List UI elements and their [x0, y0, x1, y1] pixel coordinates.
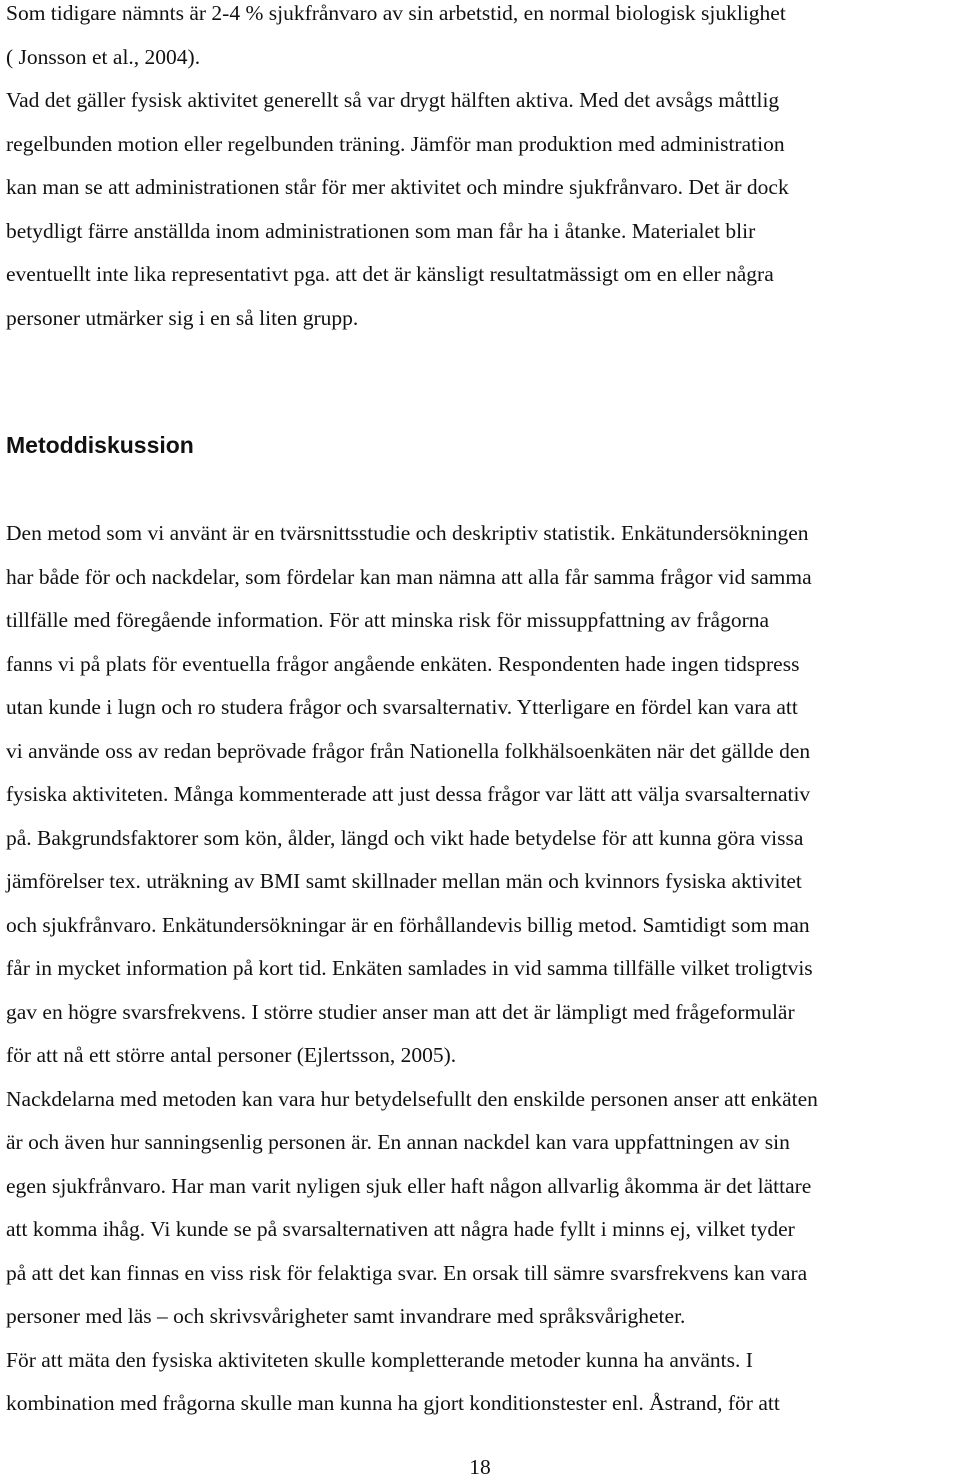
- complement-paragraph: För att mäta den fysiska aktiviteten skulle kompletterande metoder kunna ha använts. I kombination med frågorna skulle man kunna ha gjort konditionstester enl. Åstrand, för att: [6, 1347, 780, 1415]
- intro-paragraph: Som tidigare nämnts är 2-4 % sjukfrånvaro av sin arbetstid, en normal biologisk sjuklighet ( Jonsson et al., 2004). Vad det gäller fysisk aktivitet generellt så var drygt hälften aktiva. Med det avsågs måttlig regelbunden motion eller regelbunden träning. Jämför man produktion med administration kan man se att administrationen står för mer aktivitet och mindre sjukfrånvaro. Det är dock betydligt färre anställda inom administrationen som man får ha i åtanke. Materialet blir eventuellt inte lika representativt pga. att det är känsligt resultatmässigt om en eller några personer utmärker sig i en så liten grupp.: [6, 1, 789, 330]
- section-heading: Metoddiskussion: [6, 432, 194, 458]
- method-paragraph: Den metod som vi använt är en tvärsnittsstudie och deskriptiv statistik. Enkätundersökningen har både för och nackdelar, som fördelar kan man nämna att alla får samma frågor vid samma tillfälle med föregående information. För att minska risk för missuppfattning av frågorna fanns vi på plats för eventuella frågor angående enkäten. Respondenten hade ingen tidspress utan kunde i lugn och ro studera frågor och svarsalternativ. Ytterligare en fördel kan vara att vi använde oss av redan beprövade frågor från Nationella folkhälsoenkäten när det gällde den fysiska aktiviteten. Många kommenterade att just dessa frågor var lätt att välja svarsalternativ på. Bakgrundsfaktorer som kön, ålder, längd och vikt hade betydelse för att kunna göra vissa jämförelser tex. uträkning av BMI samt skillnader mellan män och kvinnors fysiska aktivitet och sjukfrånvaro. Enkätundersökningar är en förhållandevis billig metod. Samtidigt som man får in mycket information på kort tid. Enkäten samlades in vid samma tillfälle vilket troligtvis gav en högre svarsfrekvens. I större studier anser man att det är lämpligt med frågeformulär för att nå ett större antal personer (Ejlertsson, 2005).: [6, 521, 813, 1067]
- drawbacks-paragraph: Nackdelarna med metoden kan vara hur betydelsefullt den enskilde personen anser att enkäten är och även hur sanningsenlig personen är. En annan nackdel kan vara uppfattningen av sin egen sjukfrånvaro. Har man varit nyligen sjuk eller haft någon allvarlig åkomma är det lättare att komma ihåg. Vi kunde se på svarsalternativen att några hade fyllt i minns ej, vilket tyder på att det kan finnas en viss risk för felaktiga svar. En orsak till sämre svarsfrekvens kan vara personer med läs – och skrivsvårigheter samt invandrare med språksvårigheter.: [6, 1086, 818, 1328]
- section-body: [6, 512, 956, 1426]
- document-page: [6, 0, 956, 1415]
- page-number: 18: [469, 1455, 491, 1479]
